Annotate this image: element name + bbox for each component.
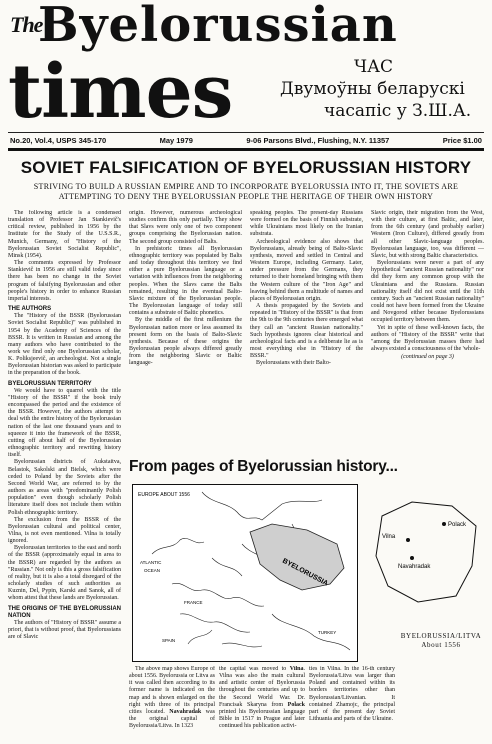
map-caption-title: BYELORUSSIA/LITVA (400, 632, 482, 640)
map-text-column-2 (219, 666, 305, 742)
article-paragraph: The exclusion from the BSSR of the Byelorussian cultural and political center, Vilna, is not even mentioned. Vilna is totally ignored. (8, 516, 121, 545)
section-heading: THE ORIGINS OF THE BYELORUSSIAN NATION (8, 605, 121, 619)
article-column-3 (250, 210, 363, 446)
issue-price: Price $1.00 (442, 135, 482, 145)
map-text-paragraph: ties in Vilna. In the 16-th century Byelorussia/Litva was larger than Poland and contained within its borders territories other than Byelorussian/Litvanian. It contained Zhamojc, the principal part of the present day Soviet Lithuania and parts of the Ukraine. (309, 666, 395, 723)
section-heading: THE AUTHORS (8, 306, 52, 313)
article-paragraph: Byelorussian territories to the east and north of the BSSR (approximately equal in area to the BSSR) are regarded by the authors as "Russian." Not only is this a gross falsification of reality, but it is also a total disregard of the scholarly studies of such authorities as Kuznin, Del, Pypin, Karski and Sanok, all of whom attest that these lands are Byelorussian. (8, 545, 121, 602)
main-headline: SOVIET FALSIFICATION OF BYELORUSSIAN HISTORY (20, 158, 472, 177)
masthead-rule (8, 148, 484, 151)
article-paragraph: A thesis propagated by the Soviets and repeated in "History of the BSSR" is that from the 9th to the 9th centuries there emerged what they call an "ancient Russian nationality." Such hypothesis ignores clear historical and archeological facts and is a deliberate lie as is most everything else in "History of the BSSR." (250, 303, 363, 360)
issue-date: May 1979 (159, 135, 193, 145)
map-label-ocean: OCEAN (144, 568, 161, 573)
city-dot-navahradak (410, 556, 414, 560)
europe-map-illustration (132, 484, 358, 662)
masthead-times: times (8, 49, 233, 135)
article-paragraph: In prehistoric times all Byelorussian ethnographic territory was populated by Balts and today throughout this territory we find either a pure Byelorussian language or a variation with influences from the neighboring peoples. When the Slavs came the Balts remained, resulting in the eventual Balto-Slavic mixture of the Byelorussian people. The Byelorussian language of today still contains a substrate of Baltic phonetics. (129, 245, 242, 317)
city-dot-polack (442, 522, 446, 526)
article-paragraph: By the middle of the first millenium the Byelorussian nation more or less assumed its present form on the basis of Balto-Slavic synthesis. Because of these origins the Byelorussian people always differed greatly from the neighboring Slavic or Baltic language- (129, 317, 242, 367)
article-paragraph: Archeological evidence also shows that Byelorussians, already being of Balto-Slavic synthesis, moved and settled in Central and Western Europe, including Germany. Later, under pressure from the Germans, they returned to their homeland bringing with them the Western culture of the "Iron Age" and leaving behind them a multitude of names and places of Byelorussian origin. (250, 238, 363, 302)
article-column-2 (129, 210, 242, 446)
map-text-column-1 (129, 666, 215, 742)
map-label-france: FRANCE (184, 600, 203, 605)
article-paragraph: origin. However, numerous archeological studies confirm this only partially. They show that Slavs were only one of two component groups comprising the Byelorussian nation. The second group consisted of Balts. (129, 210, 242, 245)
masthead-name: Byelorussian (38, 0, 398, 53)
map-text-column-3 (309, 666, 395, 742)
article-paragraph: speaking peoples. The present-day Russians were formed on the basis of Finnish substrate, while Ukrainians most likely on the Iranian substrata. (250, 210, 363, 238)
map-label-atlantic: ATLANTIC (140, 560, 162, 565)
article-paragraph: Slavic origin, their migration from the West, with their culture, at first Baltic, and later, from the 6th century (and probably earlier) Western (Iron Culture), differed greatly from all other Slavic-language peoples. Byelorussian language, too, was different — Slavic, but with strong Baltic characteristics. (371, 210, 484, 259)
masthead (8, 2, 484, 52)
masthead-line-1: ЧАС (354, 57, 394, 77)
map-city-navahradak: Navahradak (398, 564, 431, 570)
map-label-byelorussia: BYELORUSSIA (281, 557, 329, 588)
map-caption-date: About 1556 (421, 641, 461, 649)
section-headline: From pages of Byelorussian history... (129, 458, 398, 475)
masthead-bylines (270, 56, 484, 122)
masthead-the: The (10, 12, 43, 37)
map-label-spain: SPAIN (162, 638, 176, 643)
map-city-polack: Polack (448, 522, 467, 528)
publisher-address: 9-06 Parsons Blvd., Flushing, N.Y. 11357 (246, 135, 390, 145)
map-caption (398, 632, 484, 650)
article-column-1 (8, 210, 121, 740)
article-paragraph: The comments expressed by Professor Stankievič in 1956 are still valid today since there has been no change in the Soviet program of falsifying Byelorussian and other people's history in order to enhance Russian imperial interests. (8, 260, 121, 302)
issue-info-bar (8, 132, 484, 147)
article-paragraph: Byelorussian districts of Aukstaitva, Belastok, Sakolski and Bielsk, which were ceded to Poland by the Soviets after the Second World War, are referred to by the authors as areas with "predominantly Polish population" even though scholarly Polish literature itself does not include them within Polish ethnographic territory. (8, 459, 121, 516)
article-column-4 (371, 210, 484, 446)
article-paragraph: Yet in spite of these well-known facts, the authors of "History of the BSSR" write that "among the Byelorussian masses there had always existed a consciousness of the 'whole- (371, 324, 484, 352)
article-paragraph: The following article is a condensed translation of Professor Jan Stankievič's critical review, published in 1956 by the Institute for the Study of the U.S.S.R., Munich, Germany, of "History of the Byelorussian Soviet Socialist Republic", Minsk (1954). (8, 210, 121, 259)
issue-number: No.20, Vol.4, USPS 345-170 (10, 135, 107, 145)
masthead-line-3: часапіс у З.Ш.А. (324, 101, 472, 121)
article-paragraph: We would have to quarrel with the title "History of the BSSR" if the book truly encompassed the period and the existence of the BSSR. However, the authors attempt to deal with the entire history of the Byelorussian nation of the last one thousand years and to squeeze it into the framework of the BSSR, cutting off about half of the Byelorussian ethnographic territory and rewriting history itself. (8, 387, 121, 459)
article-paragraph: The "History of the BSSR (Byelorussian Soviet Socialist Republic)" was published in 1954 by the Academy of Sciences of the BSSR. It is written in Russian and among the many authors who have contributed to the work we find only one Byelorussian scholar, K. Poliksjeevič, an archeologist. Not a single Byelorussian historian was asked to participate in the preparation of the book. (8, 313, 121, 377)
map-title: EUROPE ABOUT 1556 (138, 492, 190, 498)
map-label-turkey: TURKEY (318, 630, 337, 635)
section-heading: BYELORUSSIAN TERRITORY (8, 380, 92, 387)
map-city-vilna: Vilna (382, 534, 396, 540)
byelorussia-detail-map (372, 496, 480, 606)
map-text-paragraph: the capital was moved to Vilna. Vilna was also the main cultural and artistic center of Byelorussia throughout the centuries and up to the Second World War. Dr. Francisak Skaryna from Polack printed his Byelorussian language Bible in 1517 in Prague and later continued his publication activi- (219, 666, 305, 730)
masthead-line-2: Двумоўны беларускі (280, 79, 465, 99)
map-text-paragraph: The above map shows Europe of about 1556. Byelorussia or Litva as it was called then according to its former name is indicated on the map and is shown enlarged on the right with three of its principal cities located. Navahradak was the original capital of Byelorussia/Litva. In 1323 (129, 666, 215, 730)
city-dot-vilna (406, 538, 410, 542)
article-paragraph: Byelorussians with their Balto- (256, 360, 331, 367)
sub-headline: STRIVING TO BUILD A RUSSIAN EMPIRE AND TO INCORPORATE BYELORUSSIA INTO IT, THE SOVIETS ARE ATTEMPTING TO DENY THE BYELORUSSIAN PEOPLE THE HERITAGE OF THEIR OWN HISTORY (33, 182, 459, 201)
article-paragraph: Byelorussians were never a part of any hypothetical "ancient Russian nationality" nor did they form any common group with the Ukrainians and the Russians. Russian nationality itself did not exist until the 11th century. Such an "ancient Russian nationality" could not have been formed from the Ukraine and Novgorod either because Byelorussians occupied territory between them. (371, 260, 484, 324)
article-paragraph: The authors of "History of BSSR" assume a priori, that is without proof, that Byelorussians are of Slavic (8, 619, 121, 641)
continued-link[interactable]: (continued on page 3) (401, 354, 454, 361)
